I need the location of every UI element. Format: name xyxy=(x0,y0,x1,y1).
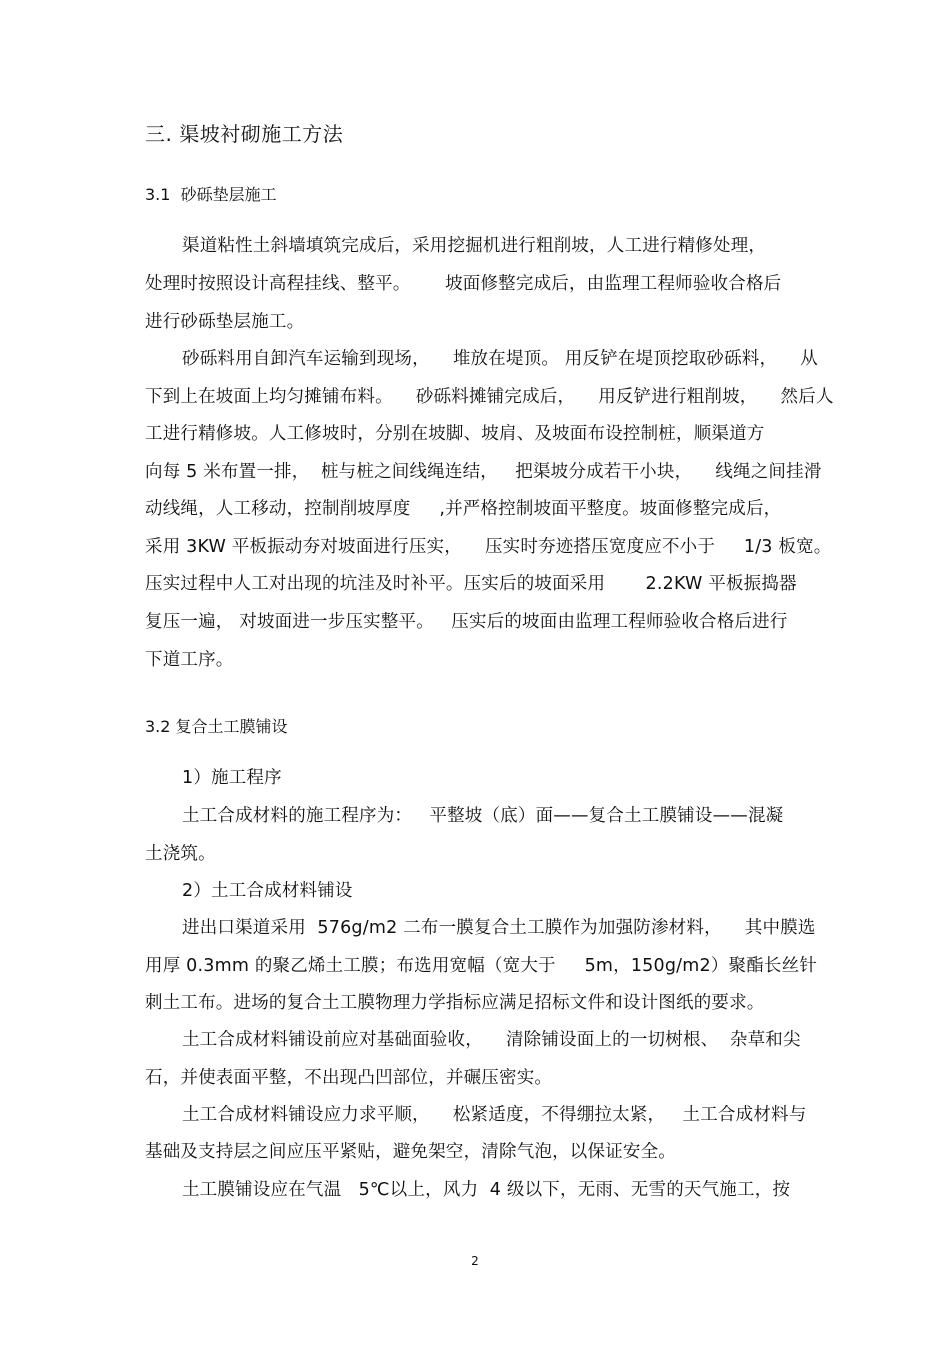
paragraph-line: 处理时按照设计高程挂线、整平。 坡面修整完成后，由监理工程师验收合格后 xyxy=(145,274,782,294)
paragraph-line: 刺土工布。进场的复合土工膜物理力学指标应满足招标文件和设计图纸的要求。 xyxy=(145,993,765,1013)
paragraph-line: 基础及支持层之间应压平紧贴，避免架空，清除气泡，以保证安全。 xyxy=(145,1142,676,1162)
paragraph-line: 采用 3KW 平板振动夯对坡面进行压实， 压实时夯迹搭压宽度应不小于 1/3 板宽。 xyxy=(145,537,832,557)
paragraph-line: 渠道粘性土斜墙填筑完成后，采用挖掘机进行粗削坡，人工进行精修处理， xyxy=(182,236,767,256)
paragraph-line: 下道工序。 xyxy=(145,650,234,670)
paragraph-line: 复压一遍， 对坡面进一步压实整平。 压实后的坡面由监理工程师验收合格后进行 xyxy=(145,612,788,632)
paragraph-line: 2）土工合成材料铺设 xyxy=(182,881,353,901)
paragraph-line: 土工合成材料的施工程序为： 平整坡（底）面——复合土工膜铺设——混凝 xyxy=(182,806,784,826)
paragraph-line: 向每 5 米布置一排， 桩与桩之间线绳连结， 把渠坡分成若干小块， 线绳之间挂滑 xyxy=(145,462,822,482)
paragraph-line: 砂砾料用自卸汽车运输到现场， 堆放在堤顶。 用反铲在堤顶挖取砂砾料， 从 xyxy=(182,349,818,369)
paragraph-line: 土浇筑。 xyxy=(145,844,216,864)
paragraph-line: 进行砂砾垫层施工。 xyxy=(145,312,305,332)
paragraph-line: 石，并使表面平整，不出现凸凹部位，并碾压密实。 xyxy=(145,1068,553,1088)
paragraph-line: 压实过程中人工对出现的坑洼及时补平。压实后的坡面采用 2.2KW 平板振捣器 xyxy=(145,574,797,594)
paragraph-line: 土工膜铺设应在气温 5℃以上，风力 4 级以下，无雨、无雪的天气施工，按 xyxy=(182,1180,791,1200)
page-number: 2 xyxy=(471,1254,479,1268)
subsection-title-3-2: 3.2 复合土工膜铺设 xyxy=(145,717,288,736)
paragraph-line: 1）施工程序 xyxy=(182,768,282,788)
paragraph-line: 土工合成材料铺设前应对基础面验收， 清除铺设面上的一切树根、 杂草和尖 xyxy=(182,1030,801,1050)
paragraph-line: 土工合成材料铺设应力求平顺， 松紧适度，不得绷拉太紧， 土工合成材料与 xyxy=(182,1105,807,1125)
paragraph-line: 动线绳，人工移动，控制削坡厚度 ,并严格控制坡面平整度。坡面修整完成后， xyxy=(145,499,782,519)
paragraph-line: 下到上在坡面上均匀摊铺布料。 砂砾料摊铺完成后， 用反铲进行粗削坡， 然后人 xyxy=(145,387,834,407)
subsection-title-3-1: 3.1 砂砾垫层施工 xyxy=(145,185,277,204)
section-heading: 三. 渠坡衬砌施工方法 xyxy=(145,122,344,146)
paragraph-line: 用厚 0.3mm 的聚乙烯土工膜；布选用宽幅（宽大于 5m，150g/m2）聚酯长丝针 xyxy=(145,956,818,976)
paragraph-line: 进出口渠道采用 576g/m2 二布一膜复合土工膜作为加强防渗材料， 其中膜选 xyxy=(182,918,816,938)
paragraph-line: 工进行精修坡。人工修坡时，分别在坡脚、坡肩、及坡面布设控制桩，顺渠道方 xyxy=(145,424,765,444)
